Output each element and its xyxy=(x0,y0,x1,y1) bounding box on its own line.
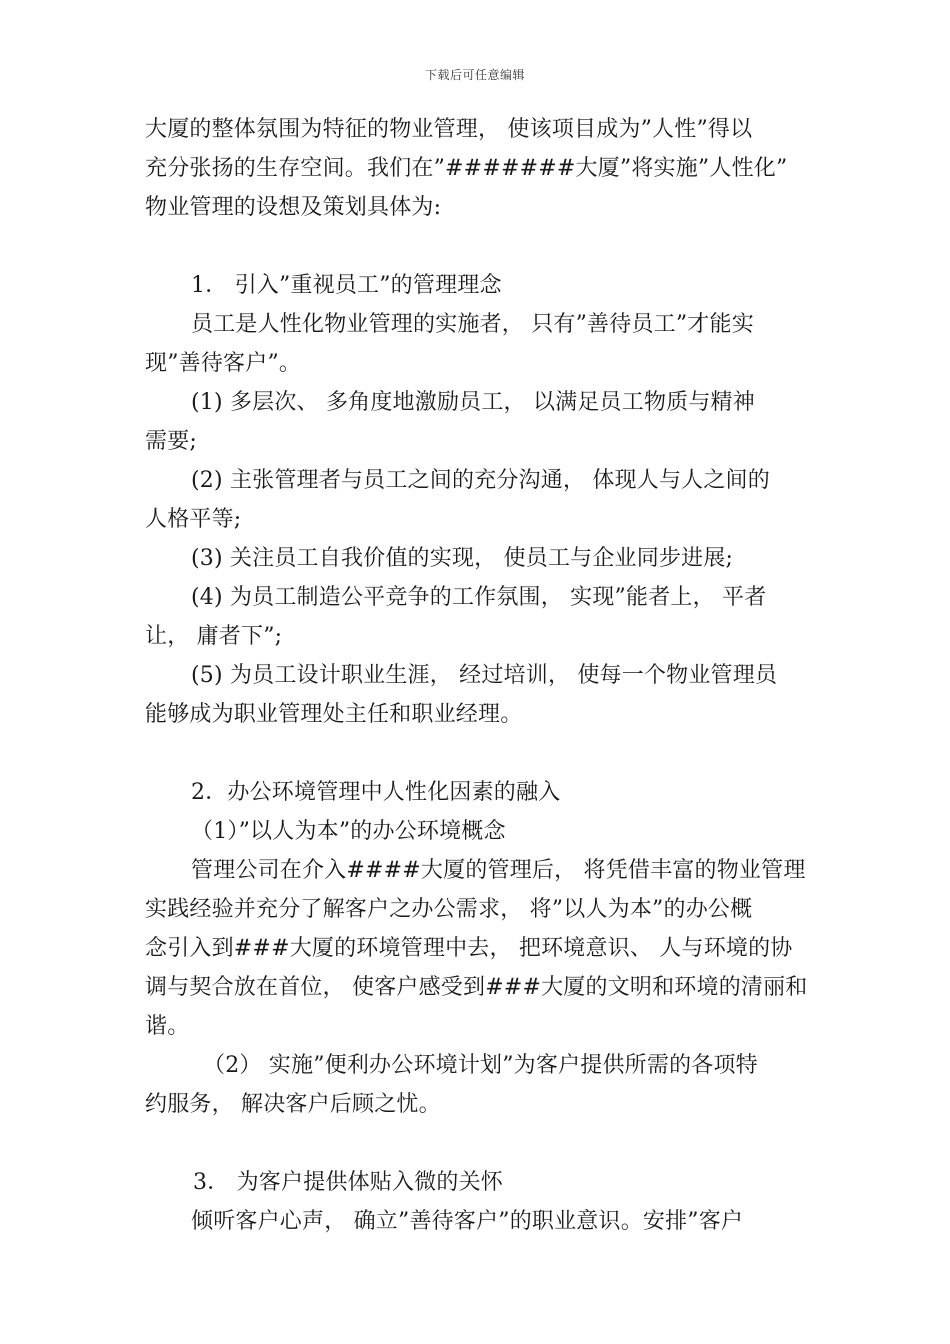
list-item-continued: 能够成为职业管理处主任和职业经理。 xyxy=(145,702,523,727)
paragraph-line: 实践经验并充分了解客户之办公需求， 将”以人为本”的办公概 xyxy=(145,897,753,922)
list-item: (5) 为员工设计职业生涯， 经过培训， 使每一个物业管理员 xyxy=(191,663,778,688)
list-item-continued: 需要; xyxy=(145,429,198,454)
document-body xyxy=(145,110,810,1241)
subsection-heading: （2） 实施”便利办公环境计划”为客户提供所需的各项特 xyxy=(203,1053,758,1078)
paragraph-line: 充分张扬的生存空间。我们在”#######大厦”将实施”人性化” xyxy=(145,156,788,181)
page-header: 下载后可任意编辑 xyxy=(424,68,525,82)
list-item: (2) 主张管理者与员工之间的充分沟通， 体现人与人之间的 xyxy=(191,468,770,493)
section-heading-3: 3． 为客户提供体贴入微的关怀 xyxy=(193,1170,503,1195)
paragraph-line: 约服务， 解决客户后顾之忧。 xyxy=(145,1092,441,1117)
paragraph-line: 倾听客户心声， 确立”善待客户”的职业意识。安排”客户 xyxy=(191,1209,744,1234)
paragraph-line: 现”善待客户”。 xyxy=(145,351,302,376)
blank-line xyxy=(145,227,810,266)
paragraph-line: 管理公司在介入####大厦的管理后， 将凭借丰富的物业管理 xyxy=(191,858,806,883)
paragraph-line: 物业管理的设想及策划具体为: xyxy=(145,195,442,220)
section-heading-1: 1． 引入”重视员工”的管理理念 xyxy=(191,273,502,298)
list-item-continued: 人格平等; xyxy=(145,507,242,532)
list-item: (3) 关注员工自我价值的实现， 使员工与企业同步进展; xyxy=(191,546,734,571)
paragraph-line: 大厦的整体氛围为特征的物业管理， 使该项目成为”人性”得以 xyxy=(145,117,753,142)
paragraph-line: 员工是人性化物业管理的实施者， 只有”善待员工”才能实 xyxy=(191,312,754,337)
paragraph-line: 谐。 xyxy=(145,1014,190,1039)
paragraph-line: 念引入到###大厦的环境管理中去， 把环境意识、 人与环境的协 xyxy=(145,936,793,961)
list-item: (4) 为员工制造公平竞争的工作氛围， 实现”能者上， 平者 xyxy=(191,585,767,610)
section-heading-2: 2．办公环境管理中人性化因素的融入 xyxy=(191,780,561,805)
subsection-heading: （1）”以人为本”的办公环境概念 xyxy=(191,819,506,844)
list-item-continued: 让， 庸者下”; xyxy=(145,624,283,649)
paragraph-line: 调与契合放在首位， 使客户感受到###大厦的文明和环境的清丽和 xyxy=(145,975,808,1000)
list-item: (1) 多层次、 多角度地激励员工， 以满足员工物质与精神 xyxy=(191,390,755,415)
blank-line xyxy=(145,734,810,773)
blank-line xyxy=(145,1124,810,1163)
